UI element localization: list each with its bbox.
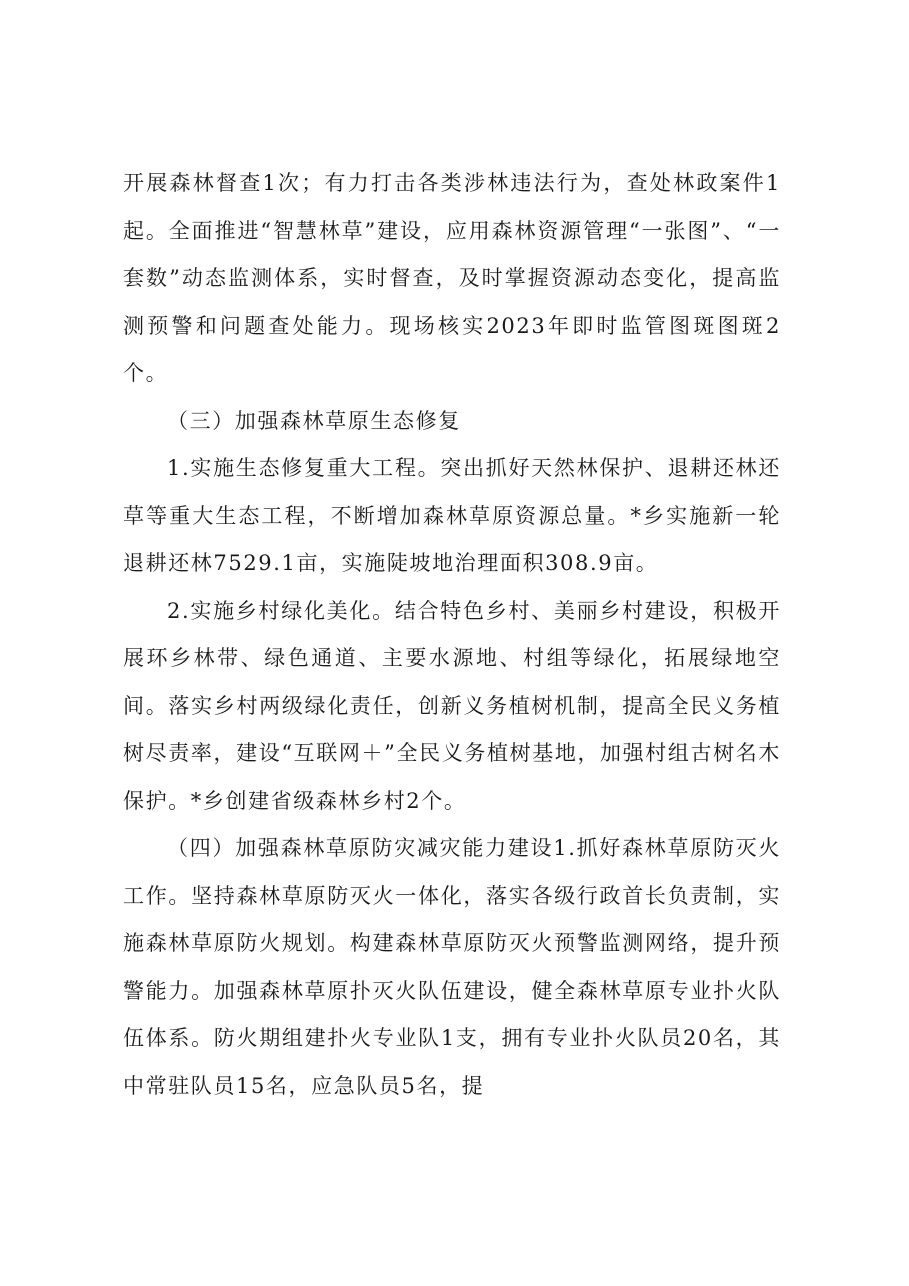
paragraph-ecological-restoration: 1.实施生态修复重大工程。突出抓好天然林保护、退耕还林还草等重大生态工程，不断增加森林草原资源总量。*乡实施新一轮退耕还林7529.1亩，实施陡坡地治理面积308.9亩。	[123, 456, 781, 575]
paragraph-continuation: 开展森林督查1次；有力打击各类涉林违法行为，查处林政案件1起。全面推进“智慧林草”建设，应用森林资源管理“一张图”、“一套数”动态监测体系，实时督查，及时掌握资源动态变化，提高监测预警和问题查处能力。现场核实2023年即时监管图斑图斑2个。	[123, 171, 781, 385]
paragraph-disaster-prevention: （四）加强森林草原防灾减灾能力建设1.抓好森林草原防灭火工作。坚持森林草原防灭火一体化，落实各级行政首长负责制，实施森林草原防火规划。构建森林草原防灭火预警监测网络，提升预警能力。加强森林草原扑灭火队伍建设，健全森林草原专业扑火队伍体系。防火期组建扑火专业队1支，拥有专业扑火队员20名，其中常驻队员15名，应急队员5名，提	[123, 836, 781, 1098]
document-body	[123, 160, 781, 1110]
paragraph-village-greening: 2.实施乡村绿化美化。结合特色乡村、美丽乡村建设，积极开展环乡林带、绿色通道、主要水源地、村组等绿化，拓展绿地空间。落实乡村两级绿化责任，创新义务植树机制，提高全民义务植树尽责率，建设“互联网＋”全民义务植树基地，加强村组古树名木保护。*乡创建省级森林乡村2个。	[123, 598, 781, 813]
section-heading-3: （三）加强森林草原生态修复	[167, 408, 461, 433]
